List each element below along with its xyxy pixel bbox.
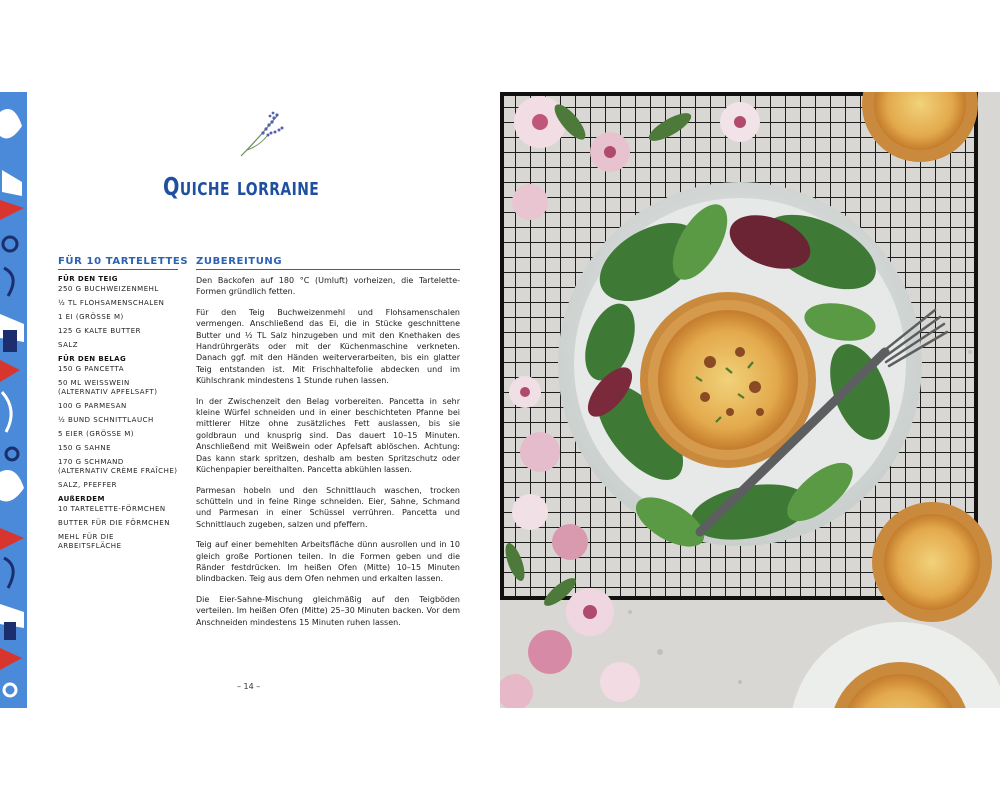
book-spread <box>0 92 1000 708</box>
preparation-step: Den Backofen auf 180 °C (Umluft) vorheizen, die Tartelette-Formen gründlich fetten. <box>196 276 460 297</box>
ingredients-column <box>58 256 189 556</box>
ingredient-item: SALZ, PFEFFER <box>58 481 118 489</box>
ingredient-item: ½ TL FLOHSAMENSCHALEN <box>58 299 165 307</box>
recipe-text-page <box>27 92 500 708</box>
ingredient-item: 100 G PARMESAN <box>58 402 127 410</box>
preparation-step: Für den Teig Buchweizenmehl und Flohsamenschalen vermengen. Anschließend das Ei, die in Stücke geschnittene Butter und ½ TL Salz hinzugeben und mit den Knethaken des Handrührgeräts oder mit der Küchenmaschine verkneten. Danach ggf. mit den Händen weiterverarbeiten, bis ein glatter Teig entstanden ist. Mit Frischhaltefolie abdecken und im Kühlschrank mindestens 1 Stunde ruhen lassen. <box>196 307 460 386</box>
ingredients-heading: FÜR 10 TARTELETTES <box>58 256 178 270</box>
recipe-title: Quiche lorraine <box>163 172 320 201</box>
ingredient-item: 150 G SAHNE <box>58 444 112 452</box>
preparation-heading: ZUBEREITUNG <box>196 256 460 270</box>
lavender-sprig-icon <box>237 106 287 160</box>
preparation-step: Parmesan hobeln und den Schnittlauch waschen, trocken schütteln und in feine Ringe schneiden. Eier, Sahne, Schmand und Parmesan in einer Schüssel verrühren. Pancetta und Schnittlauch zugeben, salzen und pfeffern. <box>196 485 460 529</box>
page-number: – 14 – <box>237 682 261 691</box>
quiche-photo <box>500 92 1000 708</box>
preparation-column <box>196 256 460 637</box>
ingredient-item: SALZ <box>58 341 79 349</box>
ingredient-item: 5 EIER (GRÖSSE M) <box>58 430 135 438</box>
decorative-pattern-strip <box>0 92 27 708</box>
ingredient-item: 1 EI (GRÖSSE M) <box>58 313 124 321</box>
preparation-step: Teig auf einer bemehlten Arbeitsfläche dünn ausrollen und in 10 gleich große Portionen teilen. In die Formen geben und die Ränder festdrücken. Im heißen Ofen (Mitte) 10–15 Minuten blindbacken. Teig aus dem Ofen nehmen und erkalten lassen. <box>196 540 460 584</box>
ingredient-item: 125 G KALTE BUTTER <box>58 327 141 335</box>
preparation-step: Die Eier-Sahne-Mischung gleichmäßig auf den Teigböden verteilen. Im heißen Ofen (Mitte) 25–30 Minuten backen. Vor dem Anschneiden mindestens 15 Minuten ruhen lassen. <box>196 594 460 627</box>
ingredient-group-title: FÜR DEN TEIG <box>58 275 118 283</box>
ingredient-item: BUTTER FÜR DIE FÖRMCHEN <box>58 519 170 527</box>
ingredient-item: 250 G BUCHWEIZENMEHL <box>58 285 159 293</box>
preparation-step: In der Zwischenzeit den Belag vorbereiten. Pancetta in sehr kleine Würfel schneiden und in einer beschichteten Pfanne bei mittlerer Hitze ohne zusätzliches Fett auslassen, bis sie goldbraun und knusprig sind. Das dauert 10–15 Minuten. Anschließend mit Weißwein oder Apfelsaft ablöschen. Achtung: Das kann stark spritzen, deshalb am besten Spritzschutz oder Küchenpapier bereithalten. Pancetta abkühlen lassen. <box>196 396 460 475</box>
ingredient-item: 10 TARTELETTE-FÖRMCHEN <box>58 505 166 513</box>
ingredient-group-title: AUßERDEM <box>58 495 105 503</box>
ingredient-item: ½ BUND SCHNITTLAUCH <box>58 416 154 424</box>
ingredient-group-title: FÜR DEN BELAG <box>58 355 127 363</box>
ingredient-item: 170 G SCHMAND (ALTERNATIV CRÈME FRAÎCHE) <box>58 458 178 475</box>
ingredient-item: MEHL FÜR DIE ARBEITSFLÄCHE <box>58 533 122 550</box>
ingredient-item: 150 G PANCETTA <box>58 365 125 373</box>
ingredient-item: 50 ML WEISSWEIN (ALTERNATIV APFELSAFT) <box>58 379 158 396</box>
